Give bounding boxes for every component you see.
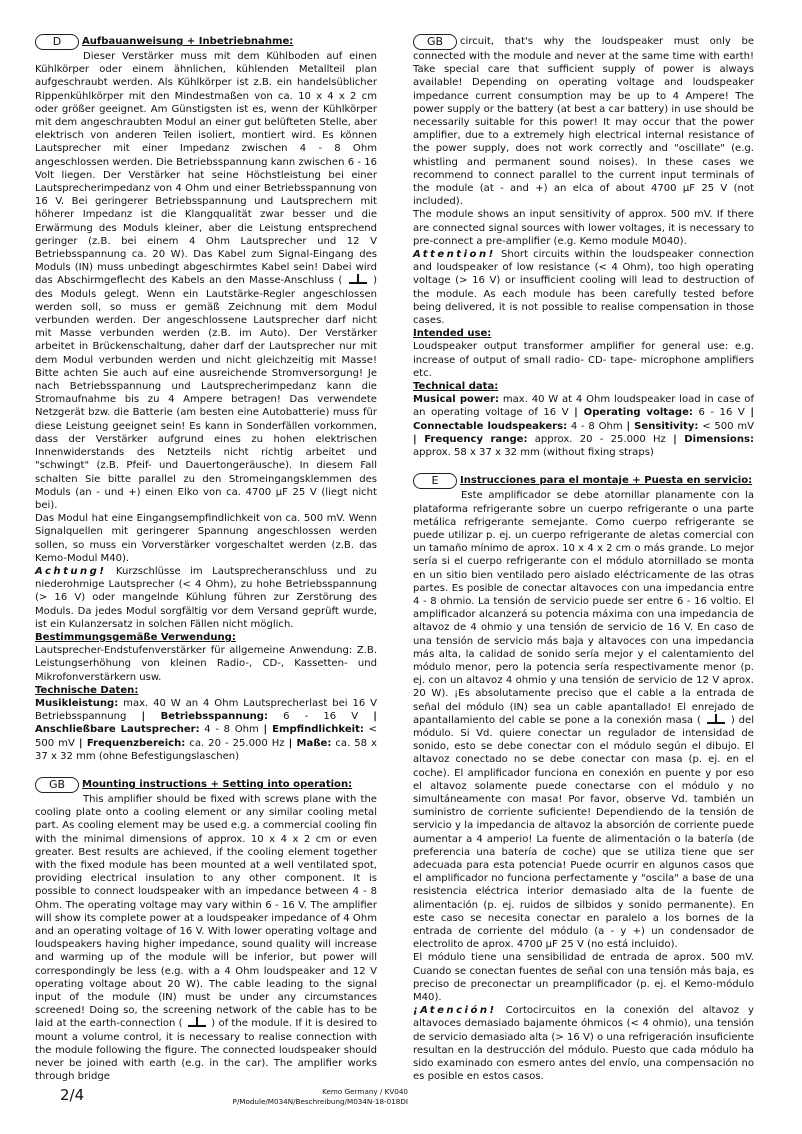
de-attention-word: Achtung! [35,565,107,577]
page-number: 2/4 [60,1086,85,1104]
gb-tech-label: | Frequency range: [413,433,528,445]
gb-continued [413,34,754,208]
de-title: Aufbauanweisung + Inbetriebnahme: [82,36,294,47]
gb-attention-text: Short circuits within the loudspeaker connection and loudspeaker of low resistance (< 4 Ohm), too high operating voltage (> 16 V) or insufficient cooling will lead to destruction of the module. As each module has been carefully tested before being delivered, it is not possible to realise compensation in those cases. [413,249,754,327]
de-tech-value: ca. 20 - 25.000 Hz [185,737,289,749]
es-body-2: El módulo tiene una sensibilidad de entrada de aprox. 500 mV. Cuando se conectan fuentes de señal con una tensión más baja, es preciso de preconectar un preamplificador (p. ej. el Kemo-módulo M40). [413,952,754,1004]
gb-tech-label: | Sensitivity: [626,420,699,432]
gb-title: Mounting instructions + Setting into operation: [82,778,353,790]
de-tech-label: | Maße: [288,737,332,749]
de-tech-value: 6 - 16 V [268,711,374,723]
de-tech-title: Technische Daten: [35,684,139,696]
gb-body-2: The module shows an input sensitivity of approx. 500 mV. If there are connected signal sources with lower voltages, it is necessary to pre-connect a pre-amplifier (e.g. Kemo module M040). [413,209,754,247]
gb-attention [413,248,754,327]
de-body-2: Das Modul hat eine Eingangsempfindlichkeit von ca. 500 mV. Wenn Signalquellen mit geringerer Spannung angeschlossen werden sollen, so muss ein Vorverstärker vorgeschaltet werden (z.B. das Kemo-Modul M40). [35,513,377,564]
de-section [35,34,377,512]
gb-use-title: Intended use: [413,328,492,340]
ground-symbol-icon [186,1017,208,1028]
de-attention-text: Kurzschlüsse im Lautsprecheranschluss und zu niederohmige Lautsprecher (< 4 Ohm), zu hohe Betriebsspannung (> 16 V) oder mangelnde Kühlung führen zur Zerstörung des Moduls. Da jedes Modul sorgfältig vor dem Versand geprüft wurde, ist ein Kulanzersatz in solchen Fällen nicht möglich. [35,565,377,630]
es-attention-word: ¡Atención! [413,1005,497,1017]
es-section [413,473,754,951]
de-tech-label: | Frequenzbereich: [78,737,186,749]
lang-badge-gb-continued: GB [413,34,457,50]
de-tech-label: | Empfindlichkeit: [263,724,364,736]
gb-tech-label: | Dimensions: [673,433,754,445]
gb-body-1a: This amplifier should be fixed with screws plane with the cooling plate onto a cooling element or any similar cooling metal part. As cooling element may be used e.g. a commercial cooling fin with the minimal dimensions of approx. 10 x 4 x 2 cm or even greater. Best results are achieved, if the cooling element together with the fixed module has been mounted at a well ventilated spot, providing electrical insulation to any other component. It is possible to connect loudspeaker with an impedance between 4 - 8 Ohm. The operating voltage may vary within 6 - 16 V. The amplifier will show its complete power at a loudspeaker impedance of 4 Ohm and an operating voltage of 16 V. With lower operating voltage and loudspeakers having higher impedance, sound quality will increase and warming up of the module will be inferior, but power will correspondingly be less (e.g. with a 4 Ohm loudspeaker and 12 V operating voltage about 20 W). The cable leading to the signal input of the module (IN) must be under any circumstances screened! Doing so, the screening network of the cable has to be laid at the earth-connection ( [35,793,377,1030]
gb-tech-value: approx. 20 - 25.000 Hz [527,433,674,445]
gb-tech-label: | Connectable loudspeakers: [413,407,754,432]
gb-tech-label: | Operating voltage: [574,407,693,419]
de-body-1a: Dieser Verstärker muss mit dem Kühlboden auf einen Kühlkörper oder einem ähnlichen, kühlenden Metallteil plan aufgeschraubt werden. Als Kühlkörper ist z.B. ein handelsüblicher Rippenkühlkörper mit den Mindestmaßen von ca. 10 x 4 x 2 cm oder größer geeignet. Am Günstigsten ist es, wenn der Kühlkörper mit dem angeschraubten Modul an einer gut belüfteten Stelle, aber elektrisch von anderen Teilen isoliert, montiert wird. Es können Lautsprecher mit einer Impedanz zwischen 4 - 8 Ohm angeschlossen werden. Die Betriebsspannung kann zwischen 6 - 16 Volt liegen. Der Verstärker hat seine Höchstleistung bei einer Lautsprecherimpedanz von 4 Ohm und einer Betriebsspannung von 16 V. Bei geringerer Betriebsspannung und Lautsprechern mit höherer Impedanz ist die Klangqualität zwar besser und die Erwärmung des Moduls kleiner, aber die Leistung entsprechend geringer (z.B. bei einem 4 Ohm Lautsprecher und 12 V Betriebsspannung ca. 20 W). Das Kabel zum Signal-Eingang des Moduls (IN) muss unbedingt abgeschirmtes Kabel sein! Dabei wird das Abschirmgeflecht des Kabels an den Masse-Anschluss ( [35,51,377,287]
gb-use-text: Loudspeaker output transformer amplifier for general use: e.g. increase of output of small radio- CD- tape- microphone amplifiers etc. [413,341,754,379]
gb-tech-value: 6 - 16 V [692,407,751,419]
gb-tech-label: Musical power: [413,394,500,406]
de-use-title: Bestimmungsgemäße Verwendung: [35,631,236,643]
de-tech-value: 4 - 8 Ohm [199,724,264,736]
gb-section [35,777,377,1083]
es-body-1b: ) del módulo. Si Vd. quiere conectar un regulador de intensidad de sonido, esto se debe conectar con el módulo según el dibujo. El altavoz conectado no se debe conectar con masa (p. ej. en el coche). El amplificador funciona en conexión en puente y por eso el altavoz solamente puede conectarse con el módulo y no simultáneamente con masa! Por favor, observe Vd. también un suministro de corriente suficiente! Dependiendo de la tensión de servicio y la impedancia de altavoz la absorción de corriente puede aumentar a 4 amperio! La fuente de alimentación o la batería (de preferencia una batería de coche) que se utiliza tiene que ser adecuada para esta potencia! Puede ocurrir en algunos casos que el amplificador no funciona perfectamente y "oscila" a base de una resistencia eléctrica interior demasiado alta de la fuente de alimentación (p. ej. ruidos de silbidos y sonido permanente). En este caso se necesita conectar en paralelo a los bornes de la entrada de corriente del módulo (a - y +) un condensador de electrolito de aprox. 4700 µF 25 V (no está incluido). [413,714,755,951]
footer-info [200,1087,408,1107]
es-attention-text: Cortocircuitos en la conexión del altavoz y altavoces demasiado bajamente óhmicos (< 4 ohmio), una tensión de servicio demasiado alta (> 16 V) o una refrigeración insuficiente resultan en la destrucción del módulo. Puesto que cada módulo ha sido examinado con esmero antes del envío, una compensación no es posible en estos casos. [413,1005,754,1083]
gb-body-1c: circuit, that's why the loudspeaker must only be connected with the module and never at the same time with earth! Take special care that sufficient supply of power is always available! Depending on operating voltage and loudspeaker impedance current consumption may be up to 4 Ampere! The power supply or the battery (at best a car battery) in use should be necessarily suitable for this power! It may occur that the power amplifier, due to a extremely high electrical internal resistance of the power supply, does not work correctly and "oscillate" (e.g. whistling and permanent sound noises). In these cases we recommend to connect parallel to the current input terminals of the module (at - and +) an elca of about 4700 µF 25 V (not included). [413,36,754,208]
lang-badge-es: E [413,473,457,489]
de-use-text: Lautsprecher-Endstufenverstärker für allgemeine Anwendung: Z.B. Leistungserhöhung von kleinen Radio-, CD-, Kassetten- und Mikrofonverstärkern usw. [35,645,377,683]
gb-body-1b: ) of the module. If it is desired to mount a volume control, it is necessary to realise connection with the module following the figure. The connected loudspeaker should never be joined with earth (e.g. in the car). The amplifier works through bridge [35,1018,377,1083]
es-body-1a: Este amplificador se debe atornillar planamente con la plataforma refrigerante sobre un cuerpo refrigerante o una parte metálica refrigerante semejante. Como cuerpo refrigerante se puede utilizar p. ej. un cuerpo refrigerante de aletas comercial con un tamaño mínimo de aprox. 10 x 4 x 2 cm o más grande. Lo mejor sería si el cuerpo refrigerante con el módulo atornillado se monta en un sitio bien ventilado pero aislado eléctricamente de las otras partes. Es posible de conectar altavoces con una impedancia entre 4 - 8 ohmio. La tensión de servicio puede ser entre 6 - 16 voltio. El amplificador alcanzerá su potencia máxima con una impedancia de altavoz de 4 ohmio y una tensión de servicio de 16 V. En caso de una tensión de servicio más baja y altavoces con una impedancia más alta, la calidad de sonido sería mejor y el calentamiento del módulo menor, pero la potencia sería respectivamente menor (p. ej. con un altavoz 4 ohmio y una tensión de servicio de 12 V aprox. 20 W). ¡Es absolutamente preciso que el cable a la entrada de señal del módulo (IN) sea un cable apantallado! El enrejado de apantallamiento del cable se pone a la conexión masa ( [413,490,754,726]
de-attention [35,565,377,631]
lang-badge-de: D [35,34,79,50]
de-tech-label: | Anschließbare Lautsprecher: [35,711,377,736]
left-column [35,34,377,1083]
footer-line-2: P/Module/M034N/Beschreibung/M034N-18-018DI [232,1097,408,1106]
de-tech-value: max. 40 W an 4 Ohm Lautsprecherlast bei 16 V Betriebsspannung [35,697,377,723]
lang-badge-gb: GB [35,777,79,793]
es-attention [413,1004,754,1083]
de-tech-label: Musikleistung: [35,697,119,709]
gb-attention-word: Attention! [413,249,496,261]
de-body-1b: ) des Moduls gelegt. Wenn ein Lautstärke-Regler angeschlossen werden soll, so muss er gemäß Zeichnung mit dem Modul verbunden werden. Der angeschlossene Lautsprecher darf nicht mit Masse verbunden werden (z.B. im Auto). Der Verstärker arbeitet in Brückenschaltung, daher darf der Lautsprecher nur mit dem Modul verbunden werden und nicht gleichzeitig mit Masse! Bitte achten Sie auch auf eine ausreichende Stromversorgung! Je nach Betriebsspannung und Lautsprecherimpedanz kann die Stromaufnahme bis zu 4 Ampere betragen! Das verwendete Netzgerät bzw. die Batterie (am besten eine Autobatterie) muss für diese Leistung geeignet sein! Es kann in Sonderfällen vorkommen, dass der Verstärker aufgrund eines zu hohen elektrischen Innenwiderstands des Netzteils nicht richtig arbeitet und "schwingt" (z.B. Pfeif- und Dauertongeräusche). In diesem Fall schalten Sie bitte parallel zu den Stromeingangsklemmen des Moduls (an - und +) einen Elko von ca. 4700 µF 25 V (liegt nicht bei). [35,275,377,511]
ground-symbol-icon [705,714,727,725]
footer-line-1: Kemo Germany / KV040 [322,1087,408,1096]
de-tech-value: ca. 58 x 37 x 32 mm (ohne Befestigungslaschen) [35,737,377,762]
de-tech-label: | Betriebsspannung: [141,711,268,723]
gb-tech-value: approx. 58 x 37 x 32 mm (without fixing straps) [413,447,654,459]
gb-tech-value: < 500 mV [698,420,754,432]
gb-tech-value: 4 - 8 Ohm [567,420,627,432]
gb-tech-data [413,393,754,459]
right-column [413,34,754,1083]
de-tech-data [35,697,377,763]
gb-tech-title: Technical data: [413,381,499,393]
gb-tech-value: max. 40 W at 4 Ohm loudspeaker load in case of an operating voltage of 16 V [413,394,754,419]
es-title: Instrucciones para el montaje + Puesta en servicio: [460,475,753,487]
de-tech-value: < 500 mV [35,724,378,749]
ground-symbol-icon [347,274,369,285]
